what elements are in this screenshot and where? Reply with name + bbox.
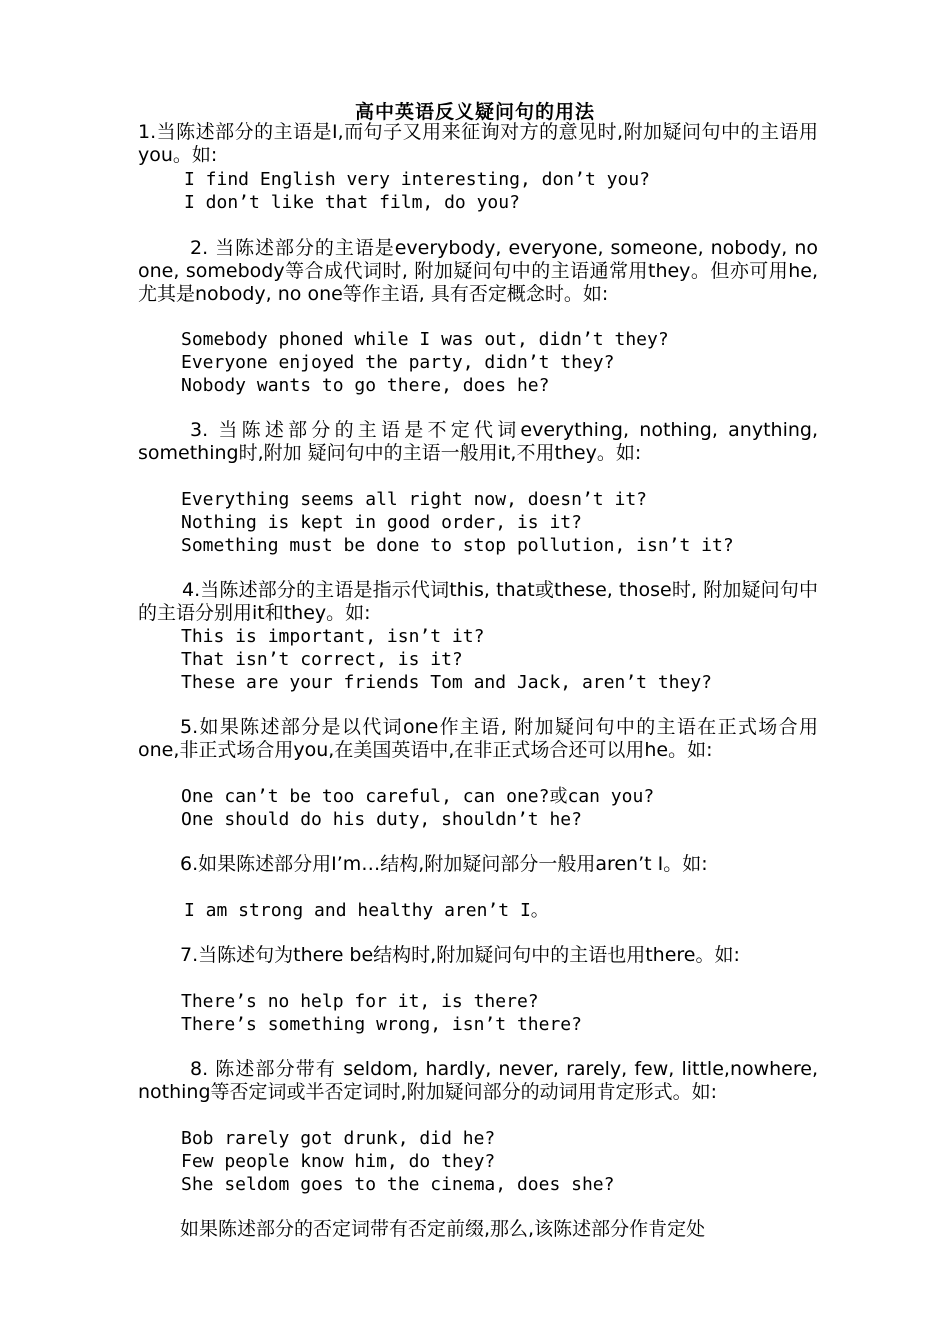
section-7-example-1: There’s no help for it, is there? [181,991,539,1012]
section-4-example-3: These are your friends Tom and Jack, aren’t they? [181,672,713,693]
section-4-example-1: This is important, isn’t it? [181,626,485,647]
section-4-text: 4.当陈述部分的主语是指示代词this, that或these, those时, 附加疑问句中的主语分别用it和they。如: [138,579,818,624]
section-8-example-2: Few people know him, do they? [181,1151,496,1172]
section-6-example-1: I am strong and healthy aren’t I。 [184,900,549,921]
section-4-example-2: That isn’t correct, is it? [181,649,463,670]
section-3-text: 3. 当陈述部分的主语是不定代词everything, nothing, anything, something时,附加 疑问句中的主语一般用it,不用they。如: [138,419,818,464]
section-2-example-3: Nobody wants to go there, does he? [181,375,550,396]
section-3-example-1: Everything seems all right now, doesn’t it? [181,489,647,510]
section-1-example-1: I find English very interesting, don’t you? [184,169,650,190]
section-5-example-2: One should do his duty, shouldn’t he? [181,809,582,830]
section-1-example-2: I don’t like that film, do you? [184,192,520,213]
section-1-text: 1.当陈述部分的主语是I,而句子又用来征询对方的意见时,附加疑问句中的主语用you。如: [138,121,818,166]
section-8-example-3: She seldom goes to the cinema, does she? [181,1174,615,1195]
section-6-text: 6.如果陈述部分用I’m…结构,附加疑问部分一般用aren’t I。如: [180,853,708,875]
section-8-example-1: Bob rarely got drunk, did he? [181,1128,496,1149]
section-7-example-2: There’s something wrong, isn’t there? [181,1014,582,1035]
page-title: 高中英语反义疑问句的用法 [354,101,595,123]
section-3-example-3: Something must be done to stop pollution, isn’t it? [181,535,734,556]
trailing-paragraph: 如果陈述部分的否定词带有否定前缀,那么,该陈述部分作肯定处 [180,1218,706,1240]
section-2-example-1: Somebody phoned while I was out, didn’t they? [181,329,669,350]
section-3-example-2: Nothing is kept in good order, is it? [181,512,582,533]
section-5-text: 5.如果陈述部分是以代词one作主语, 附加疑问句中的主语在正式场合用one,非正式场合用you,在美国英语中,在非正式场合还可以用he。如: [138,716,818,761]
section-2-example-2: Everyone enjoyed the party, didn’t they? [181,352,615,373]
section-2-text: 2. 当陈述部分的主语是everybody, everyone, someone, nobody, no one, somebody等合成代词时, 附加疑问句中的主语通常用they。但亦可用he, 尤其是nobody, no one等作主语, 具有否定概念时。如: [138,237,818,305]
section-8-text: 8. 陈述部分带有 seldom, hardly, never, rarely, few, little,nowhere, nothing等否定词或半否定词时,附加疑问部分的动词用肯定形式。如: [138,1058,818,1103]
section-7-text: 7.当陈述句为there be结构时,附加疑问句中的主语也用there。如: [180,944,740,966]
section-5-example-1: One can’t be too careful, can one?或can you? [181,786,655,807]
